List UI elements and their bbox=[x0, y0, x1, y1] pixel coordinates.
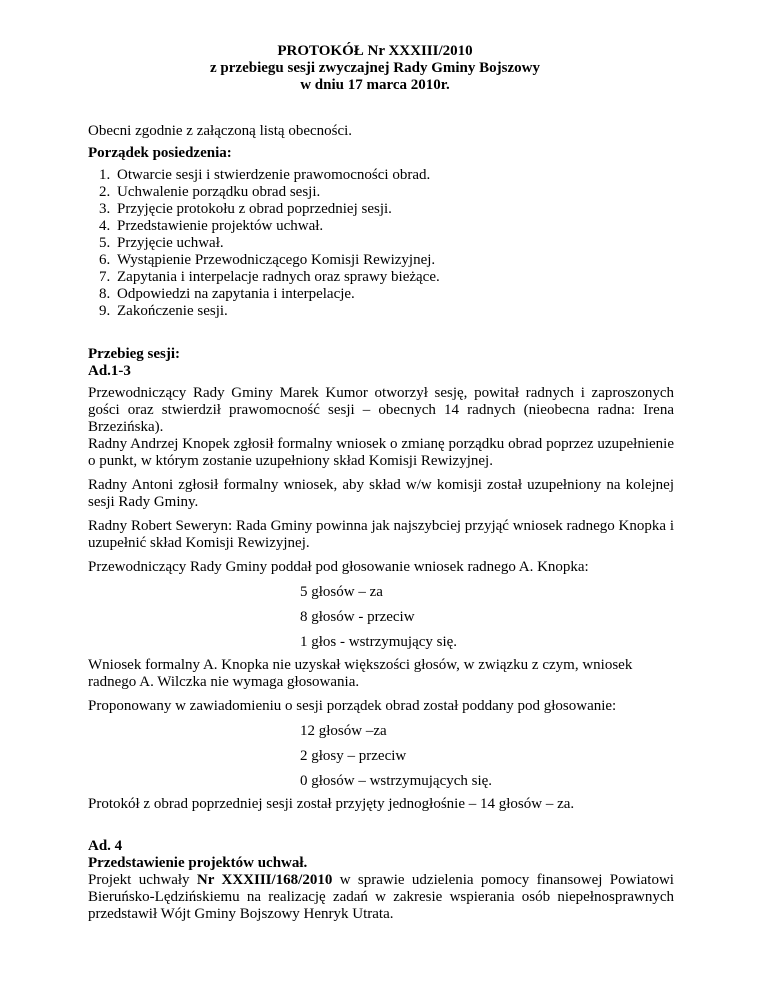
agenda-item: 6. Wystąpienie Przewodniczącego Komisji Rewizyjnej. bbox=[99, 252, 436, 268]
paragraph-antoni-motion: Radny Antoni zgłosił formalny wniosek, aby skład w/w komisji został uzupełniony na kolejnej sesji Rady Gminy. bbox=[88, 477, 674, 510]
vote-result: 8 głosów - przeciw bbox=[300, 609, 415, 625]
agenda-item: 5. Przyjęcie uchwał. bbox=[99, 235, 224, 251]
agenda-heading: Porządek posiedzenia: bbox=[88, 145, 232, 161]
protocol-title: PROTOKÓŁ Nr XXXIII/2010 bbox=[277, 43, 473, 59]
section-ad-4: Ad. 4 bbox=[88, 838, 123, 854]
document-header bbox=[76, 43, 674, 94]
attendance-note: Obecni zgodnie z załączoną listą obecności. bbox=[88, 123, 353, 139]
agenda-item: 3. Przyjęcie protokołu z obrad poprzedniej sesji. bbox=[99, 201, 392, 217]
agenda-item: 4. Przedstawienie projektów uchwał. bbox=[99, 218, 324, 234]
paragraph-minutes-approved: Protokół z obrad poprzedniej sesji został przyjęty jednogłośnie – 14 głosów – za. bbox=[88, 796, 575, 812]
agenda-item: 2. Uchwalenie porządku obrad sesji. bbox=[99, 184, 321, 200]
document-page bbox=[88, 43, 674, 923]
paragraph-seweryn: Radny Robert Seweryn: Rada Gminy powinna jak najszybciej przyjąć wniosek radnego Knopka i uzupełnić skład Komisji Rewizyjnej. bbox=[88, 518, 674, 551]
protocol-date: w dniu 17 marca 2010r. bbox=[300, 77, 450, 93]
agenda-item: 7. Zapytania i interpelacje radnych oraz sprawy bieżące. bbox=[99, 269, 440, 285]
vote-result: 1 głos - wstrzymujący się. bbox=[300, 634, 458, 650]
paragraph-motion-rejected: Wniosek formalny A. Knopka nie uzyskał większości głosów, w związku z czym, wniosek bbox=[88, 657, 633, 673]
vote-result: 5 głosów – za bbox=[300, 584, 383, 600]
paragraph-agenda-vote: Proponowany w zawiadomieniu o sesji porządek obrad został poddany pod głosowanie: bbox=[88, 698, 617, 714]
agenda-list bbox=[88, 167, 674, 320]
paragraph-opening: Przewodniczący Rady Gminy Marek Kumor otworzył sesję, powitał radnych i zaproszonych gości oraz stwierdził prawomocność sesji – obecnych 14 radnych (nieobecna radna: Irena Brzezińska). bbox=[88, 385, 674, 435]
vote-result: 2 głosy – przeciw bbox=[300, 748, 407, 764]
session-heading: Przebieg sesji: bbox=[88, 346, 181, 362]
resolution-number: Nr XXXIII/168/2010 bbox=[196, 872, 333, 888]
paragraph-motion-rejected-cont: radnego A. Wilczka nie wymaga głosowania. bbox=[88, 674, 360, 690]
section-ad-1-3: Ad.1-3 bbox=[88, 363, 131, 379]
vote-result: 12 głosów –za bbox=[300, 723, 387, 739]
agenda-item: 9. Zakończenie sesji. bbox=[99, 303, 228, 319]
agenda-item: 8. Odpowiedzi na zapytania i interpelacje. bbox=[99, 286, 355, 302]
section-ad-4-title: Przedstawienie projektów uchwał. bbox=[88, 855, 308, 871]
agenda-item: 1. Otwarcie sesji i stwierdzenie prawomocności obrad. bbox=[99, 167, 431, 183]
paragraph-knopek-motion: Radny Andrzej Knopek zgłosił formalny wniosek o zmianę porządku obrad poprzez uzupełnienie o punkt, w którym zostanie uzupełniony skład Komisji Rewizyjnej. bbox=[88, 436, 674, 469]
vote-result: 0 głosów – wstrzymujących się. bbox=[300, 773, 493, 789]
protocol-subtitle: z przebiegu sesji zwyczajnej Rady Gminy Bojszowy bbox=[210, 60, 540, 76]
paragraph-resolution-draft: Projekt uchwały Nr XXXIII/168/2010 w sprawie udzielenia pomocy finansowej Powiatowi Bieruńsko-Lędzińskiemu na realizację zadań w zakresie wspierania osób niepełnosprawnych przedstawił Wójt Gminy Bojszowy Henryk Utrata. bbox=[88, 872, 674, 922]
paragraph-vote-intro: Przewodniczący Rady Gminy poddał pod głosowanie wniosek radnego A. Knopka: bbox=[88, 559, 589, 575]
